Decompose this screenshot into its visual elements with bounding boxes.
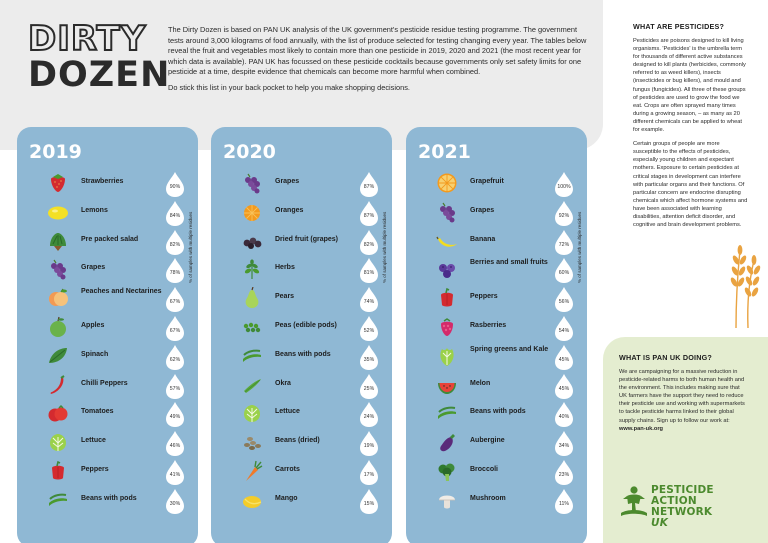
residue-percentage: 84% [169, 212, 181, 219]
logo-word-dirty: DIRTY [28, 19, 147, 59]
produce-name: Strawberries [81, 178, 124, 185]
residue-percentage: 46% [169, 443, 181, 450]
residue-drop [358, 459, 380, 486]
melon-icon [436, 374, 458, 396]
residue-drop [553, 459, 575, 486]
residue-drop [553, 171, 575, 198]
kale-icon [436, 345, 458, 367]
residue-percentage: 67% [169, 299, 181, 306]
list-item [17, 284, 198, 312]
residue-percentage: 35% [363, 356, 375, 363]
produce-name: Berries and small fruits [470, 259, 548, 267]
produce-name: Peaches and Nectarines [81, 288, 162, 296]
list-item [406, 342, 587, 370]
produce-name: Lettuce [275, 408, 300, 416]
produce-name: Mushroom [470, 494, 506, 502]
pan-logo-word: UK [651, 517, 669, 529]
residue-drop [164, 373, 186, 400]
residue-drop [553, 200, 575, 227]
residue-percentage: 34% [558, 443, 570, 450]
dried-fruit-icon [241, 230, 263, 252]
residue-drop [358, 488, 380, 515]
list-item [211, 457, 392, 485]
list-item [406, 428, 587, 456]
produce-name: Beans with pods [81, 494, 137, 502]
year-panel-2019 [17, 127, 198, 543]
produce-name: Beans with pods [275, 350, 331, 358]
residue-percentage: 81% [363, 270, 375, 277]
mango-icon [241, 489, 263, 511]
pan-logo-word: ACTION [651, 495, 697, 507]
strawberry-icon [47, 172, 69, 194]
residue-percentage: 100% [557, 184, 571, 190]
pan-logo-word: PESTICIDE [651, 484, 714, 496]
salad-icon [47, 230, 69, 252]
residue-drop [164, 200, 186, 227]
orange-icon [241, 201, 263, 223]
residue-drop [164, 401, 186, 428]
residue-drop [358, 315, 380, 342]
beans-icon [436, 402, 458, 424]
residue-percentage: 78% [169, 270, 181, 277]
residue-percentage: 62% [169, 356, 181, 363]
produce-name: Peas (edible pods) [275, 322, 337, 329]
tomato-icon [47, 402, 69, 424]
pesticides-heading: WHAT ARE PESTICIDES? [633, 22, 725, 31]
produce-name: Okra [275, 379, 291, 387]
okra-icon [241, 374, 263, 396]
residue-drop [164, 488, 186, 515]
residue-drop [358, 430, 380, 457]
produce-name: Herbs [275, 264, 295, 272]
year-heading: 2019 [29, 141, 82, 163]
produce-name: Peppers [470, 293, 498, 301]
produce-name: Tomatoes [81, 408, 114, 416]
pan-logo-word: NETWORK [651, 506, 713, 518]
residue-drop [164, 171, 186, 198]
produce-name: Spring greens and Kale [470, 345, 549, 353]
wheat-icon [722, 240, 762, 330]
broccoli-icon [436, 460, 458, 482]
residue-percentage: 41% [169, 472, 181, 478]
residue-percentage: 72% [558, 241, 570, 248]
pan-figure-icon [619, 485, 649, 519]
list-item [211, 342, 392, 370]
list-item [406, 371, 587, 399]
list-item [17, 486, 198, 514]
residue-drop [553, 401, 575, 428]
residue-drop [164, 344, 186, 371]
residue-drop [553, 315, 575, 342]
list-item [211, 313, 392, 341]
residue-percentage: 11% [559, 500, 569, 507]
residue-percentage: 82% [363, 241, 375, 248]
produce-name: Beans (dried) [275, 437, 320, 445]
residue-drop [358, 401, 380, 428]
residue-drop [164, 286, 186, 313]
residue-percentage: 49% [169, 414, 181, 421]
intro-tip: Do stick this list in your back pocket to help you make shopping decisions. [168, 82, 410, 92]
residue-drop [553, 430, 575, 457]
residue-percentage: 45% [558, 385, 570, 392]
residue-percentage: 87% [363, 184, 375, 190]
pesticides-paragraph-1: Pesticides are poisons designed to kill living organisms. 'Pesticides' is the umbrella term for thousands of different active substances designed to kill plants (herbicides, commonly referred to as weed killers), insects (insecticides or bug killers), and mould and fungus (fungicides). All three of these groups of pesticides are used to grow the food we eat. Crops are often sprayed many times during a growing season, – as many as 20 different chemicals can be applied to wheat for example. [633, 38, 746, 134]
produce-name: Melon [470, 379, 491, 387]
residue-percentage: 52% [363, 328, 375, 334]
banana-icon [436, 230, 458, 252]
residue-percentage: 56% [558, 299, 570, 306]
pesticides-paragraph-2: Certain groups of people are more susceptible to the effects of pesticides, especially young children and expectant mothers. Exposure to certain pesticides at critical stages in development can interfere with particular organs and their functions. Of particular concern are endocrine disrupting chemicals which affect hormone systems and have been associated with learning disabilities, attention deficit disorder, and cognitive and brain development problems. [633, 141, 748, 229]
herbs-icon [241, 258, 263, 280]
year-panel-2021 [406, 127, 587, 543]
list-item [211, 169, 392, 197]
produce-name: Grapes [81, 264, 106, 272]
vertical-axis-label: % of samples with multiple residues [188, 211, 193, 283]
residue-drop [164, 315, 186, 342]
chilli-icon [47, 374, 69, 396]
residue-percentage: 60% [558, 270, 570, 277]
pan-panel [603, 337, 768, 543]
residue-percentage: 17% [363, 472, 375, 478]
list-item [406, 284, 587, 312]
produce-name: Grapes [470, 206, 495, 214]
list-item [17, 399, 198, 427]
produce-name: Banana [470, 235, 496, 243]
produce-name: Pears [275, 293, 295, 301]
residue-percentage: 24% [363, 414, 375, 421]
produce-name: Chilli Peppers [81, 379, 128, 387]
grapefruit-icon [436, 172, 458, 194]
list-item [211, 255, 392, 283]
year-heading: 2021 [418, 141, 471, 163]
residue-percentage: 82% [169, 241, 181, 248]
residue-percentage: 19% [363, 443, 375, 450]
pear-icon [241, 287, 263, 309]
list-item [17, 457, 198, 485]
list-item [211, 227, 392, 255]
residue-percentage: 67% [169, 328, 181, 334]
list-item [406, 255, 587, 283]
berries-icon [436, 258, 458, 280]
residue-drop [358, 373, 380, 400]
grapes-icon [241, 172, 263, 194]
list-item [17, 255, 198, 283]
aubergine-icon [436, 431, 458, 453]
intro-paragraph: The Dirty Dozen is based on PAN UK analysis of the UK government's pesticide residue testing programme. The government tests around 3,000 kilograms of food annually, with the list of produce selected for testing changing every year. The tables below reveal the fruit and vegetables most likely to contain more than one pesticide in 2019, 2020 and 2021 (the most recent year for which data is available). PAN UK has focussed on these pesticide cocktails because governments only set safety limits for one pesticide at a time, despite evidence that chemicals can become more harmful when combined. [168, 25, 587, 77]
peach-icon [47, 287, 69, 309]
spinach-icon [47, 345, 69, 367]
lettuce-icon [241, 402, 263, 424]
list-item [17, 371, 198, 399]
mushroom-icon [436, 489, 458, 511]
residue-percentage: 25% [363, 385, 375, 392]
produce-name: Mango [275, 494, 298, 502]
residue-drop [164, 257, 186, 284]
list-item [211, 284, 392, 312]
produce-name: Oranges [275, 206, 304, 214]
pan-uk-logo [619, 483, 759, 527]
year-panel-2020 [211, 127, 392, 543]
residue-percentage: 74% [363, 299, 375, 306]
residue-percentage: 87% [363, 212, 375, 219]
residue-percentage: 45% [558, 356, 570, 363]
residue-drop [553, 286, 575, 313]
grapes-icon [47, 258, 69, 280]
list-item [406, 169, 587, 197]
residue-drop [553, 257, 575, 284]
produce-name: Grapes [275, 178, 300, 185]
list-item [17, 169, 198, 197]
list-item [406, 227, 587, 255]
list-item [17, 198, 198, 226]
lemon-icon [47, 201, 69, 223]
residue-drop [553, 229, 575, 256]
list-item [211, 428, 392, 456]
pesticides-info [633, 22, 748, 229]
list-item [406, 198, 587, 226]
list-item [17, 342, 198, 370]
logo-word-dozen: DOZEN [28, 55, 171, 95]
carrot-icon [241, 460, 263, 482]
dried-beans-icon [241, 431, 263, 453]
list-item [211, 399, 392, 427]
peas-icon [241, 316, 263, 338]
list-item [211, 486, 392, 514]
list-item [406, 313, 587, 341]
residue-percentage: 23% [558, 472, 570, 478]
residue-drop [553, 488, 575, 515]
produce-name: Beans with pods [470, 408, 526, 416]
pan-heading: WHAT IS PAN UK DOING? [619, 353, 712, 362]
residue-percentage: 90% [169, 184, 181, 190]
residue-percentage: 57% [169, 385, 181, 392]
pan-paragraph: We are campaigning for a massive reduction in pesticide-related harms to both human health and the environment. This includes making sure that UK farmers have the support they need to reduce their pesticide use and working with supermarkets to tackle pesticide harms linked to their global supply chains. Sign up to follow our work at: [619, 369, 745, 424]
pepper-icon [436, 287, 458, 309]
residue-drop [164, 430, 186, 457]
produce-name: Lemons [81, 206, 108, 214]
lettuce-icon [47, 431, 69, 453]
vertical-axis-label: % of samples with multiple residues [382, 211, 387, 283]
grapes-icon [436, 201, 458, 223]
beans-icon [47, 489, 69, 511]
residue-percentage: 92% [558, 212, 570, 219]
list-item [17, 428, 198, 456]
produce-name: Lettuce [81, 437, 106, 445]
produce-name: Pre packed salad [81, 235, 139, 243]
produce-name: Broccoli [470, 466, 499, 473]
residue-drop [358, 344, 380, 371]
residue-drop [164, 459, 186, 486]
intro-text [168, 25, 588, 99]
residue-percentage: 40% [558, 414, 570, 421]
raspberry-icon [436, 316, 458, 338]
list-item [406, 457, 587, 485]
list-item [17, 313, 198, 341]
residue-drop [358, 286, 380, 313]
year-heading: 2020 [223, 141, 276, 163]
residue-drop [358, 200, 380, 227]
apple-icon [47, 316, 69, 338]
list-item [211, 198, 392, 226]
produce-name: Spinach [81, 350, 109, 358]
residue-percentage: 15% [363, 500, 375, 507]
dirty-dozen-logo [28, 19, 171, 102]
residue-drop [358, 229, 380, 256]
produce-name: Apples [81, 322, 105, 329]
produce-name: Dried fruit (grapes) [275, 235, 339, 243]
residue-drop [358, 171, 380, 198]
beans-icon [241, 345, 263, 367]
residue-drop [358, 257, 380, 284]
list-item [406, 399, 587, 427]
residue-percentage: 54% [558, 328, 570, 334]
produce-name: Peppers [81, 466, 109, 473]
produce-name: Grapefruit [470, 178, 504, 185]
list-item [406, 486, 587, 514]
list-item [17, 227, 198, 255]
produce-name: Rasberries [470, 322, 507, 329]
vertical-axis-label: % of samples with multiple residues [577, 211, 582, 283]
residue-drop [553, 373, 575, 400]
residue-percentage: 30% [169, 500, 181, 507]
residue-drop [553, 344, 575, 371]
pan-website-link[interactable]: www.pan-uk.org [619, 425, 664, 432]
list-item [211, 371, 392, 399]
produce-name: Aubergine [470, 437, 505, 445]
produce-name: Carrots [275, 466, 300, 473]
residue-drop [164, 229, 186, 256]
pepper-icon [47, 460, 69, 482]
